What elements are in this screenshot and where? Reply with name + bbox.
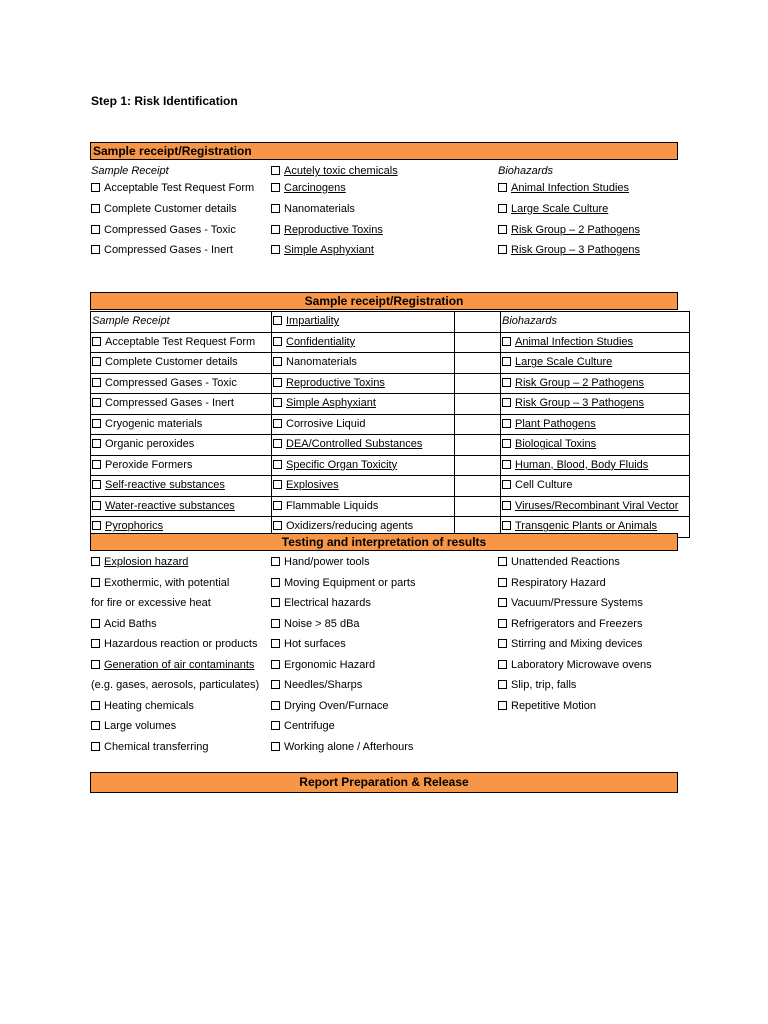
list-item[interactable]: [91, 634, 266, 654]
item-label: for fire or excessive heat: [91, 597, 211, 609]
item-label: Reproductive Toxins: [286, 376, 385, 389]
checkbox[interactable]: [273, 460, 282, 469]
item-label: Hand/power tools: [284, 556, 370, 568]
table-cell[interactable]: [91, 496, 272, 517]
checkbox[interactable]: [498, 701, 507, 710]
checkbox[interactable]: [273, 480, 282, 489]
section-header-testing: Testing and interpretation of results: [90, 533, 678, 551]
checkbox[interactable]: [92, 480, 101, 489]
item-label: Large Scale Culture: [515, 356, 613, 369]
checkbox[interactable]: [498, 245, 507, 254]
list-item[interactable]: [271, 199, 451, 219]
item-label: Biohazards: [502, 315, 558, 328]
list-item[interactable]: [498, 696, 688, 716]
item-label: Hot surfaces: [284, 638, 346, 650]
item-label: Peroxide Formers: [105, 458, 193, 471]
item-label: Animal Infection Studies: [515, 335, 634, 348]
checkbox[interactable]: [271, 619, 280, 628]
table-row: [91, 394, 690, 415]
checkbox[interactable]: [502, 357, 511, 366]
item-label: Animal Infection Studies: [511, 182, 630, 194]
item-label: Large Scale Culture: [511, 203, 609, 215]
checkbox[interactable]: [271, 166, 280, 175]
table-cell: [455, 353, 501, 374]
item-label: Viruses/Recombinant Viral Vector: [515, 499, 679, 512]
checkbox[interactable]: [498, 680, 507, 689]
checkbox[interactable]: [91, 245, 100, 254]
page-title: Step 1: Risk Identification: [91, 94, 238, 108]
item-label: (e.g. gases, aerosols, particulates): [91, 679, 260, 691]
item-label: Carcinogens: [284, 182, 346, 194]
list-item[interactable]: [91, 240, 266, 260]
table-cell[interactable]: [91, 332, 272, 353]
item-label: Generation of air contaminants: [104, 658, 255, 671]
item-label: DEA/Controlled Substances: [286, 438, 423, 451]
table-cell: [455, 312, 501, 333]
item-label: Pyrophorics: [105, 520, 164, 533]
section-header-sample-receipt: Sample receipt/Registration: [90, 142, 678, 160]
table-cell: [455, 455, 501, 476]
list-item[interactable]: [271, 655, 451, 675]
item-label: Corrosive Liquid: [286, 417, 366, 430]
item-label: Drying Oven/Furnace: [284, 699, 389, 712]
checkbox[interactable]: [498, 204, 507, 213]
item-label: Hazardous reaction or products: [104, 638, 258, 650]
item-label: Acid Baths: [104, 617, 157, 630]
checkbox[interactable]: [273, 357, 282, 366]
list-item[interactable]: [498, 675, 688, 695]
list-item[interactable]: [91, 178, 266, 198]
list-item[interactable]: [271, 675, 451, 695]
section-header-report: Report Preparation & Release: [90, 772, 678, 793]
checkbox[interactable]: [91, 701, 100, 710]
item-label: Risk Group – 3 Pathogens: [511, 244, 641, 256]
item-label: Impartiality: [286, 315, 340, 328]
item-label: Acutely toxic chemicals: [284, 165, 398, 177]
list-item[interactable]: [498, 593, 688, 613]
item-label: Human, Blood, Body Fluids: [515, 458, 649, 471]
list-item[interactable]: [498, 573, 688, 593]
checkbox[interactable]: [502, 378, 511, 387]
table-row: [91, 476, 690, 497]
table-cell[interactable]: [91, 373, 272, 394]
item-label: Laboratory Microwave ovens: [511, 658, 652, 671]
item-label: Electrical hazards: [284, 597, 371, 609]
list-item[interactable]: [91, 614, 266, 634]
checkbox[interactable]: [92, 460, 101, 469]
item-label: Needles/Sharps: [284, 679, 363, 691]
checkbox[interactable]: [273, 337, 282, 346]
checkbox[interactable]: [273, 316, 282, 325]
table-cell[interactable]: [501, 373, 690, 394]
checkbox[interactable]: [502, 460, 511, 469]
checkbox[interactable]: [91, 660, 100, 669]
checkbox[interactable]: [502, 480, 511, 489]
list-item[interactable]: [498, 178, 688, 198]
list-item[interactable]: [91, 199, 266, 219]
item-label: Organic peroxides: [105, 438, 195, 451]
table-row: [91, 373, 690, 394]
table-cell[interactable]: [501, 332, 690, 353]
item-label: Repetitive Motion: [511, 699, 596, 712]
list-item[interactable]: [271, 634, 451, 654]
checkbox[interactable]: [91, 225, 100, 234]
table-cell: [455, 476, 501, 497]
item-label: Vacuum/Pressure Systems: [511, 597, 643, 609]
table-cell[interactable]: [272, 332, 455, 353]
item-label: Compressed Gases - Inert: [105, 397, 234, 410]
item-label: Acceptable Test Request Form: [105, 335, 256, 348]
table-cell[interactable]: [501, 394, 690, 415]
checkbox[interactable]: [91, 742, 100, 751]
checkbox[interactable]: [271, 742, 280, 751]
item-label: Cryogenic materials: [105, 417, 203, 430]
checkbox[interactable]: [498, 619, 507, 628]
checkbox[interactable]: [502, 419, 511, 428]
item-label: Sample Receipt: [91, 165, 169, 177]
item-label: Risk Group – 2 Pathogens: [511, 224, 641, 236]
item-label: Compressed Gases - Toxic: [104, 224, 236, 236]
item-label: Nanomaterials: [286, 356, 357, 369]
checkbox[interactable]: [273, 501, 282, 510]
item-label: Working alone / Afterhours: [284, 740, 414, 753]
item-label: Confidentiality: [286, 335, 356, 348]
item-label: Nanomaterials: [284, 203, 355, 215]
checkbox[interactable]: [273, 521, 282, 530]
item-label: Exothermic, with potential: [104, 576, 230, 589]
item-label: Biological Toxins: [515, 438, 597, 451]
item-label: Specific Organ Toxicity: [286, 458, 398, 471]
table-cell: [455, 394, 501, 415]
checkbox[interactable]: [271, 701, 280, 710]
checkbox[interactable]: [271, 721, 280, 730]
table-cell[interactable]: [272, 373, 455, 394]
checkbox[interactable]: [273, 378, 282, 387]
table-cell[interactable]: [272, 353, 455, 374]
checkbox[interactable]: [92, 378, 101, 387]
checkbox[interactable]: [502, 521, 511, 530]
table-row: [91, 353, 690, 374]
table-cell[interactable]: [91, 435, 272, 456]
list-item[interactable]: [91, 655, 266, 675]
checkbox[interactable]: [91, 557, 100, 566]
list-item: [91, 593, 266, 613]
item-label: Moving Equipment or parts: [284, 576, 416, 589]
checkbox[interactable]: [271, 225, 280, 234]
item-label: Simple Asphyxiant: [286, 397, 376, 410]
item-label: Risk Group – 2 Pathogens: [515, 376, 645, 389]
table-cell[interactable]: [501, 414, 690, 435]
checkbox[interactable]: [273, 419, 282, 428]
item-label: Complete Customer details: [105, 356, 238, 369]
table-cell[interactable]: [91, 414, 272, 435]
list-item[interactable]: [91, 552, 266, 572]
checkbox[interactable]: [498, 639, 507, 648]
list-item[interactable]: [271, 614, 451, 634]
table-cell[interactable]: [272, 496, 455, 517]
list-item[interactable]: [271, 240, 451, 260]
list-item[interactable]: [498, 634, 688, 654]
table-row: [91, 414, 690, 435]
table-row: [91, 435, 690, 456]
item-label: Chemical transferring: [104, 740, 209, 753]
item-label: Complete Customer details: [104, 203, 237, 215]
checkbox[interactable]: [271, 245, 280, 254]
checkbox[interactable]: [91, 183, 100, 192]
list-item: [91, 675, 266, 695]
table-cell[interactable]: [91, 394, 272, 415]
item-label: Flammable Liquids: [286, 499, 379, 512]
section-header-sample-receipt-table: Sample receipt/Registration: [90, 292, 678, 310]
table-cell[interactable]: [501, 476, 690, 497]
item-label: Centrifuge: [284, 720, 335, 732]
checkbox[interactable]: [271, 639, 280, 648]
checkbox[interactable]: [498, 578, 507, 587]
checkbox[interactable]: [498, 660, 507, 669]
checkbox[interactable]: [92, 439, 101, 448]
checkbox[interactable]: [92, 501, 101, 510]
table-cell[interactable]: [501, 353, 690, 374]
table-cell[interactable]: [91, 476, 272, 497]
table-cell[interactable]: [272, 394, 455, 415]
checkbox[interactable]: [271, 183, 280, 192]
checkbox[interactable]: [271, 578, 280, 587]
checkbox[interactable]: [92, 521, 101, 530]
table-row: [91, 455, 690, 476]
item-label: Transgenic Plants or Animals: [515, 520, 658, 533]
list-item[interactable]: [271, 178, 451, 198]
list-item[interactable]: [271, 716, 451, 736]
item-label: Stirring and Mixing devices: [511, 638, 643, 650]
table-row: [91, 312, 690, 333]
checkbox[interactable]: [502, 501, 511, 510]
list-item[interactable]: [498, 240, 688, 260]
checkbox[interactable]: [92, 419, 101, 428]
table-cell: [455, 373, 501, 394]
list-item[interactable]: [271, 220, 451, 240]
table-cell[interactable]: [501, 496, 690, 517]
checkbox[interactable]: [273, 398, 282, 407]
list-item[interactable]: [91, 737, 266, 757]
item-label: Slip, trip, falls: [511, 679, 577, 691]
list-item[interactable]: [91, 220, 266, 240]
item-label: Simple Asphyxiant: [284, 244, 374, 256]
item-label: Water-reactive substances: [105, 499, 235, 512]
item-label: Unattended Reactions: [511, 556, 620, 568]
item-label: Biohazards: [498, 165, 554, 177]
hazard-table: [90, 311, 690, 538]
table-row: [91, 332, 690, 353]
checkbox[interactable]: [271, 680, 280, 689]
checkbox[interactable]: [498, 183, 507, 192]
table-cell[interactable]: [272, 312, 455, 333]
item-label: Respiratory Hazard: [511, 576, 606, 589]
list-item[interactable]: [271, 593, 451, 613]
item-label: Acceptable Test Request Form: [104, 182, 255, 194]
item-label: Explosives: [286, 479, 339, 492]
table-cell[interactable]: [501, 455, 690, 476]
list-item[interactable]: [271, 696, 451, 716]
list-item[interactable]: [498, 655, 688, 675]
table-cell: [455, 414, 501, 435]
table-cell[interactable]: [272, 476, 455, 497]
checkbox[interactable]: [498, 225, 507, 234]
list-item[interactable]: [498, 552, 688, 572]
checkbox[interactable]: [271, 598, 280, 607]
table-cell[interactable]: [272, 435, 455, 456]
item-label: Large volumes: [104, 720, 177, 732]
table-cell[interactable]: [272, 414, 455, 435]
item-label: Reproductive Toxins: [284, 224, 383, 236]
checkbox[interactable]: [498, 598, 507, 607]
list-item[interactable]: [498, 199, 688, 219]
table-cell: [455, 435, 501, 456]
checkbox[interactable]: [91, 639, 100, 648]
item-label: Refrigerators and Freezers: [511, 617, 643, 630]
item-label: Noise > 85 dBa: [284, 617, 360, 630]
checkbox[interactable]: [271, 660, 280, 669]
table-cell: [455, 332, 501, 353]
item-label: Plant Pathogens: [515, 417, 596, 430]
table-cell: [91, 312, 272, 333]
table-row: [91, 496, 690, 517]
checkbox[interactable]: [271, 204, 280, 213]
list-item[interactable]: [271, 737, 451, 757]
table-cell[interactable]: [91, 455, 272, 476]
checkbox[interactable]: [502, 398, 511, 407]
list-item[interactable]: [498, 220, 688, 240]
checkbox[interactable]: [92, 357, 101, 366]
list-item[interactable]: [91, 696, 266, 716]
table-cell[interactable]: [501, 435, 690, 456]
item-label: Compressed Gases - Toxic: [105, 376, 237, 389]
item-label: Ergonomic Hazard: [284, 658, 376, 671]
item-label: Sample Receipt: [92, 315, 170, 328]
item-label: Compressed Gases - Inert: [104, 244, 233, 256]
item-label: Risk Group – 3 Pathogens: [515, 397, 645, 410]
item-label: Heating chemicals: [104, 699, 194, 712]
checkbox[interactable]: [91, 721, 100, 730]
list-item[interactable]: [91, 716, 266, 736]
item-label: Explosion hazard: [104, 556, 189, 568]
item-label: Oxidizers/reducing agents: [286, 520, 414, 533]
checkbox[interactable]: [271, 557, 280, 566]
list-item[interactable]: [498, 614, 688, 634]
list-item[interactable]: [271, 552, 451, 572]
checkbox[interactable]: [91, 619, 100, 628]
table-cell[interactable]: [272, 455, 455, 476]
checkbox[interactable]: [502, 439, 511, 448]
checkbox[interactable]: [502, 337, 511, 346]
checkbox[interactable]: [498, 557, 507, 566]
list-item[interactable]: [271, 573, 451, 593]
list-item[interactable]: [91, 573, 266, 593]
checkbox[interactable]: [91, 204, 100, 213]
item-label: Self-reactive substances: [105, 479, 225, 492]
checkbox[interactable]: [273, 439, 282, 448]
checkbox[interactable]: [92, 337, 101, 346]
item-label: Cell Culture: [515, 479, 573, 492]
table-cell[interactable]: [91, 353, 272, 374]
checkbox[interactable]: [92, 398, 101, 407]
checkbox[interactable]: [91, 578, 100, 587]
table-cell: [455, 496, 501, 517]
table-cell: [501, 312, 690, 333]
